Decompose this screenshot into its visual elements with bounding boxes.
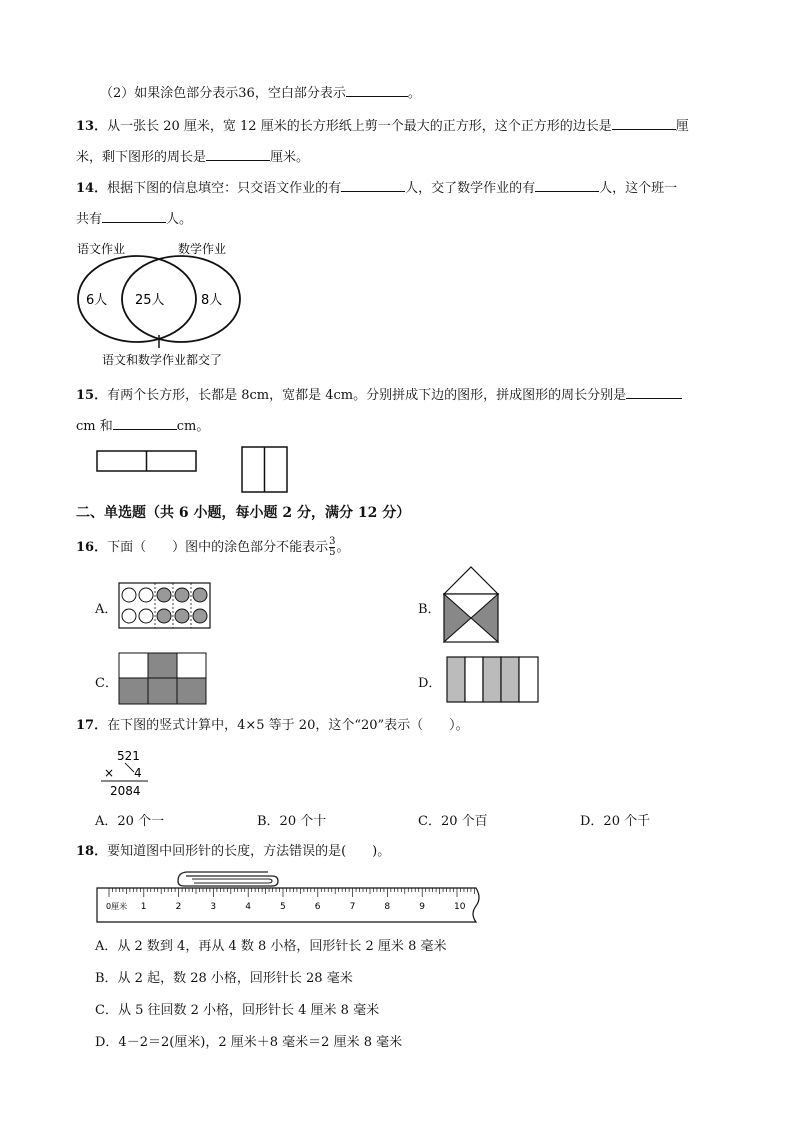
venn-label-math: 数学作业 <box>178 242 227 256</box>
calc-multiplier: 4 <box>134 766 142 780</box>
ruler-label: 7 <box>349 902 356 912</box>
q18-option-a[interactable]: A．从 2 数到 4，再从 4 数 8 小格，回形针长 2 厘米 8 毫米 <box>95 939 447 954</box>
q13-blank-side[interactable] <box>612 115 676 130</box>
circle-shaded <box>193 588 207 602</box>
q14-text-c: 人，这个班一 <box>599 181 678 196</box>
calc-result: 2084 <box>110 784 141 798</box>
q12-suffix: 。 <box>407 86 421 101</box>
paperclip-icon <box>178 872 278 886</box>
question-14 <box>76 177 677 198</box>
ruler-label: 4 <box>245 902 251 912</box>
circle-shaded <box>157 609 171 623</box>
q15-figure-horizontal <box>96 450 198 474</box>
q18-number: 18． <box>76 844 108 859</box>
q18-option-b[interactable]: B．从 2 起，数 28 小格，回形针长 28 毫米 <box>95 971 353 986</box>
q14-number: 14． <box>76 181 108 196</box>
question-13 <box>76 115 689 136</box>
q17-option-d[interactable]: D．20 个千 <box>580 814 651 829</box>
q15-figure-vertical <box>241 446 289 494</box>
q15-blank-second[interactable] <box>113 415 177 430</box>
q14-blank-total[interactable] <box>102 208 166 223</box>
question-16 <box>76 537 350 558</box>
q13-text-end: 厘 <box>675 119 689 134</box>
circle-empty <box>122 588 136 602</box>
q16-option-c-figure[interactable] <box>118 652 208 706</box>
section-2-title: 二、单选题（共 6 小题，每小题 2 分，满分 12 分） <box>76 505 411 521</box>
ruler-figure <box>96 868 486 926</box>
q16-fraction <box>329 537 335 558</box>
q14-text-e: 人。 <box>166 212 193 227</box>
q17-vertical-calculation <box>100 746 160 798</box>
q14-blank-math[interactable] <box>535 177 599 192</box>
q16-text-end: 。 <box>336 540 350 555</box>
q16-option-d-figure[interactable] <box>446 656 540 704</box>
q13-text: 从一张长 20 厘米，宽 12 厘米的长方形纸上剪一个最大的正方形，这个正方形的边长是 <box>107 119 612 134</box>
ruler-label: 5 <box>280 902 286 912</box>
q17-option-a[interactable]: A．20 个一 <box>95 814 165 829</box>
q16-option-c-label[interactable]: C． <box>95 676 118 691</box>
q16-option-b-label[interactable]: B． <box>418 602 441 617</box>
q15-text2: cm 和 <box>76 419 113 434</box>
circle-empty <box>139 609 153 623</box>
ruler-zero-label: 0厘米 <box>106 902 128 911</box>
ruler-label: 2 <box>175 902 182 912</box>
q16-text: 下面（ ）图中的涂色部分不能表示 <box>107 540 329 555</box>
q13-number: 13． <box>76 119 108 134</box>
q18-option-c[interactable]: C．从 5 往回数 2 小格，回形针长 4 厘米 8 毫米 <box>95 1003 380 1018</box>
q17-number: 17． <box>76 718 108 733</box>
ruler-label: 1 <box>140 902 147 912</box>
q13-text2: 米，剩下图形的周长是 <box>76 150 207 165</box>
circle-empty <box>122 609 136 623</box>
circle-empty <box>139 588 153 602</box>
question-18 <box>76 843 390 861</box>
circle-shaded <box>175 609 189 623</box>
q17-option-c[interactable]: C．20 个百 <box>418 814 488 829</box>
q16-option-b-figure[interactable] <box>443 566 501 646</box>
venn-value-both: 25人 <box>135 293 165 308</box>
q14-text-a: 根据下图的信息填空：只交语文作业的有 <box>107 181 342 196</box>
circle-shaded <box>157 588 171 602</box>
q13-blank-perimeter[interactable] <box>206 146 270 161</box>
circle-shaded <box>193 609 207 623</box>
ruler-label: 6 <box>314 902 321 912</box>
q12-part2 <box>100 82 421 103</box>
q15-blank-first[interactable] <box>626 384 682 399</box>
q16-option-a-figure[interactable] <box>118 582 212 630</box>
q14-blank-chinese-only[interactable] <box>341 177 405 192</box>
circle-shaded <box>175 588 189 602</box>
q17-option-b[interactable]: B．20 个十 <box>257 814 327 829</box>
fraction-denominator: 5 <box>329 547 336 558</box>
venn-caption: 语文和数学作业都交了 <box>102 353 223 367</box>
ruler-label: 8 <box>384 902 391 912</box>
q15-text3: cm。 <box>176 419 210 434</box>
q16-option-a-label[interactable]: A． <box>95 602 118 617</box>
q14-text-b: 人，交了数学作业的有 <box>405 181 536 196</box>
calc-arrow <box>125 763 134 772</box>
question-17 <box>76 717 469 735</box>
q13-text3: 厘米。 <box>270 150 310 165</box>
ruler-label: 9 <box>419 902 425 912</box>
question-15-line2 <box>76 415 209 436</box>
q15-text: 有两个长方形，长都是 8cm，宽都是 4cm。分别拼成下边的图形，拼成图形的周长分别是 <box>107 388 627 403</box>
q15-number: 15． <box>76 388 108 403</box>
venn-label-chinese: 语文作业 <box>77 242 126 256</box>
venn-value-math-only: 8人 <box>201 293 223 308</box>
question-13-line2 <box>76 146 309 167</box>
venn-diagram <box>70 236 270 371</box>
fraction-numerator: 3 <box>329 536 336 547</box>
ruler-label: 3 <box>210 902 217 912</box>
ruler-label: 10 <box>454 902 466 912</box>
q18-option-d[interactable]: D．4－2＝2(厘米)，2 厘米＋8 毫米＝2 厘米 8 毫米 <box>95 1035 403 1050</box>
q16-option-d-label[interactable]: D． <box>418 676 442 691</box>
q12-text: （2）如果涂色部分表示36，空白部分表示 <box>100 86 346 101</box>
q12-answer-blank[interactable] <box>346 82 408 97</box>
venn-value-chinese-only: 6人 <box>86 293 108 308</box>
q16-number: 16． <box>76 540 108 555</box>
question-14-line2 <box>76 208 192 229</box>
calc-times-sign: × <box>104 766 115 780</box>
q14-text-d: 共有 <box>76 212 103 227</box>
question-15 <box>76 384 682 405</box>
q17-text: 在下图的竖式计算中，4×5 等于 20，这个“20”表示（ ）。 <box>107 718 469 733</box>
calc-top-number: 521 <box>117 749 140 763</box>
q18-text: 要知道图中回形针的长度，方法错误的是( )。 <box>107 844 391 859</box>
